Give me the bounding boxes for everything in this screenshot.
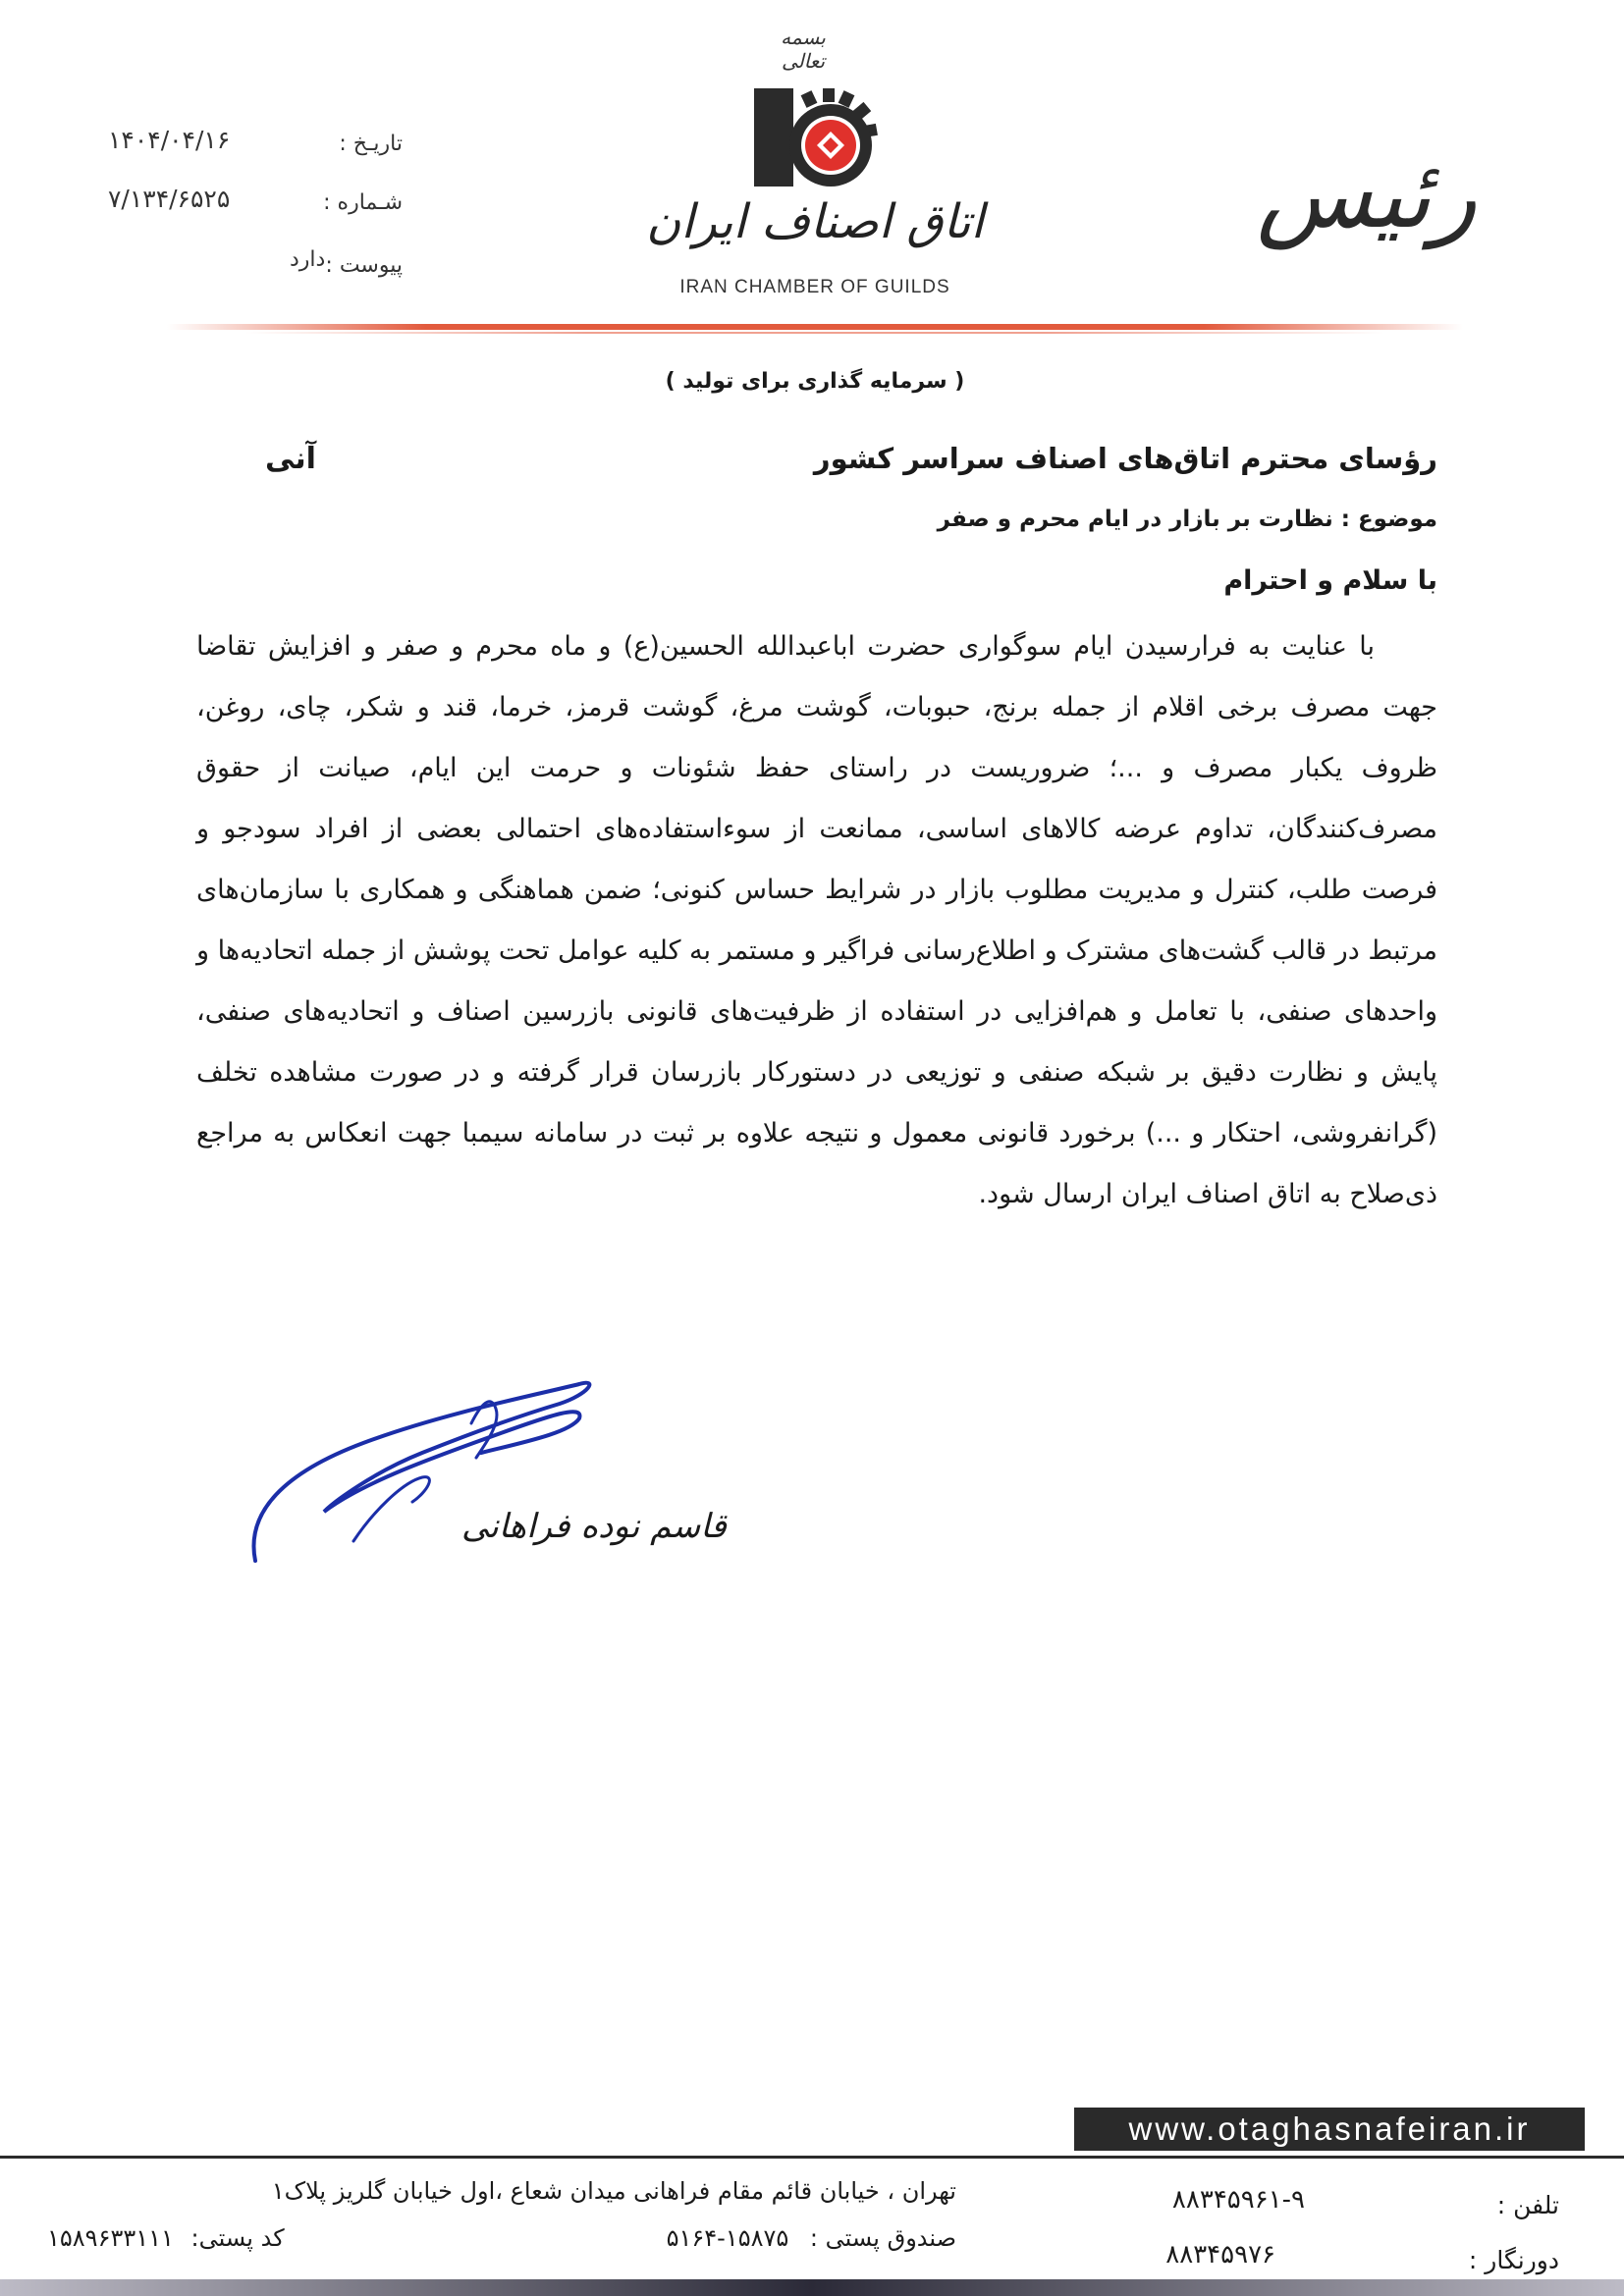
address: تهران ، خیابان قائم مقام فراهانی میدان شعاع ،اول خیابان گلریز پلاک۱: [271, 2177, 956, 2205]
number-value: ۷/۱۳۴/۶۵۲۵: [108, 185, 231, 213]
phone-value: ۸۸۳۴۵۹۶۱-۹: [1171, 2185, 1305, 2215]
postal-code-row: [47, 2224, 285, 2252]
recipient: رؤسای محترم اتاق‌های اصناف سراسر کشور: [813, 442, 1437, 475]
chamber-logo: [746, 84, 884, 190]
po-box-value: ۱۵۸۷۵-۵۱۶۴: [666, 2224, 789, 2252]
body-paragraph: با عنایت به فرارسیدن ایام سوگواری حضرت اباعبدالله الحسین(ع) و ماه محرم و صفر و افزایش تقاضا جهت مصرف برخی اقلام از جمله برنج، حبوبات، گوشت مرغ، گوشت قرمز، خرما، قند و شکر، چای، روغن، ظروف یکبار مصرف و ...؛ ضروریست در راستای حفظ شئونات و حرمت این ایام، صیانت از حقوق مصرف‌کنندگان، تداوم عرضه کالاهای اساسی، ممانعت از سوءاستفاده‌های احتمالی بعضی از افراد سودجو و فرصت طلب، کنترل و مدیریت مطلوب بازار در شرایط حساس کنونی؛ ضمن هماهنگی و همکاری با سازمان‌های مرتبط در قالب گشت‌های مشترک و اطلاع‌رسانی فراگیر و مستمر به کلیه عوامل تحت پوشش از جمله اتحادیه‌ها و واحدهای صنفی، با تعامل و هم‌افزایی در استفاده از ظرفیت‌های قانونی بازرسین اصناف و اتحادیه‌های صنفی، پایش و نظارت دقیق بر شبکه صنفی و توزیعی در دستورکار بازرسان قرار گرفته و در صورت مشاهده تخلف (گرانفروشی، احتکار و ...) برخورد قانونی معمول و نتیجه علاوه بر ثبت در سامانه سیمبا جهت انعکاس به مراجع ذی‌صلاح به اتاق اصناف ایران ارسال شود.: [196, 631, 1437, 1209]
number-label: شـماره :: [323, 190, 403, 215]
attachment-row: [108, 247, 403, 287]
postal-code-label: کد پستی:: [190, 2224, 285, 2252]
date-label: تاریـخ :: [339, 132, 403, 156]
signer-name: قاسم نوده فراهانی: [461, 1507, 727, 1546]
slogan: ( سرمایه گذاری برای تولید ): [665, 369, 965, 394]
footer-divider: [0, 2156, 1624, 2159]
chamber-name-fa: اتاق اصناف ایران: [646, 194, 984, 249]
attachment-label: پیوست :: [325, 253, 403, 278]
greeting: با سلام و احترام: [1223, 565, 1437, 596]
website-url[interactable]: www.otaghasnafeiran.ir: [1074, 2108, 1585, 2151]
blessing-calligraphy: بسمه تعالی: [781, 26, 826, 73]
date-value: ۱۴۰۴/۰۴/۱۶: [108, 126, 231, 154]
postal-code-value: ۱۵۸۹۶۳۳۱۱۱: [47, 2224, 174, 2252]
po-box-row: [667, 2224, 956, 2252]
fax-label: دورنگار :: [1468, 2246, 1559, 2274]
header-divider: [167, 324, 1463, 330]
footer-band: [0, 2279, 1624, 2296]
president-title: رئیس: [1256, 139, 1477, 249]
urgency-label: آنی: [265, 442, 316, 476]
fax-value: ۸۸۳۴۵۹۷۶: [1165, 2240, 1275, 2269]
phone-label: تلفن :: [1496, 2191, 1559, 2219]
po-box-label: صندوق پستی :: [809, 2224, 956, 2252]
subject-line: موضوع : نظارت بر بازار در ایام محرم و صفر: [937, 507, 1437, 532]
header-divider-thin: [245, 332, 1384, 334]
chamber-name-en: IRAN CHAMBER OF GUILDS: [679, 277, 950, 297]
attachment-value: دارد: [290, 247, 326, 272]
date-row: [108, 126, 403, 165]
letter-body: [196, 616, 1437, 1225]
number-row: [108, 185, 403, 224]
